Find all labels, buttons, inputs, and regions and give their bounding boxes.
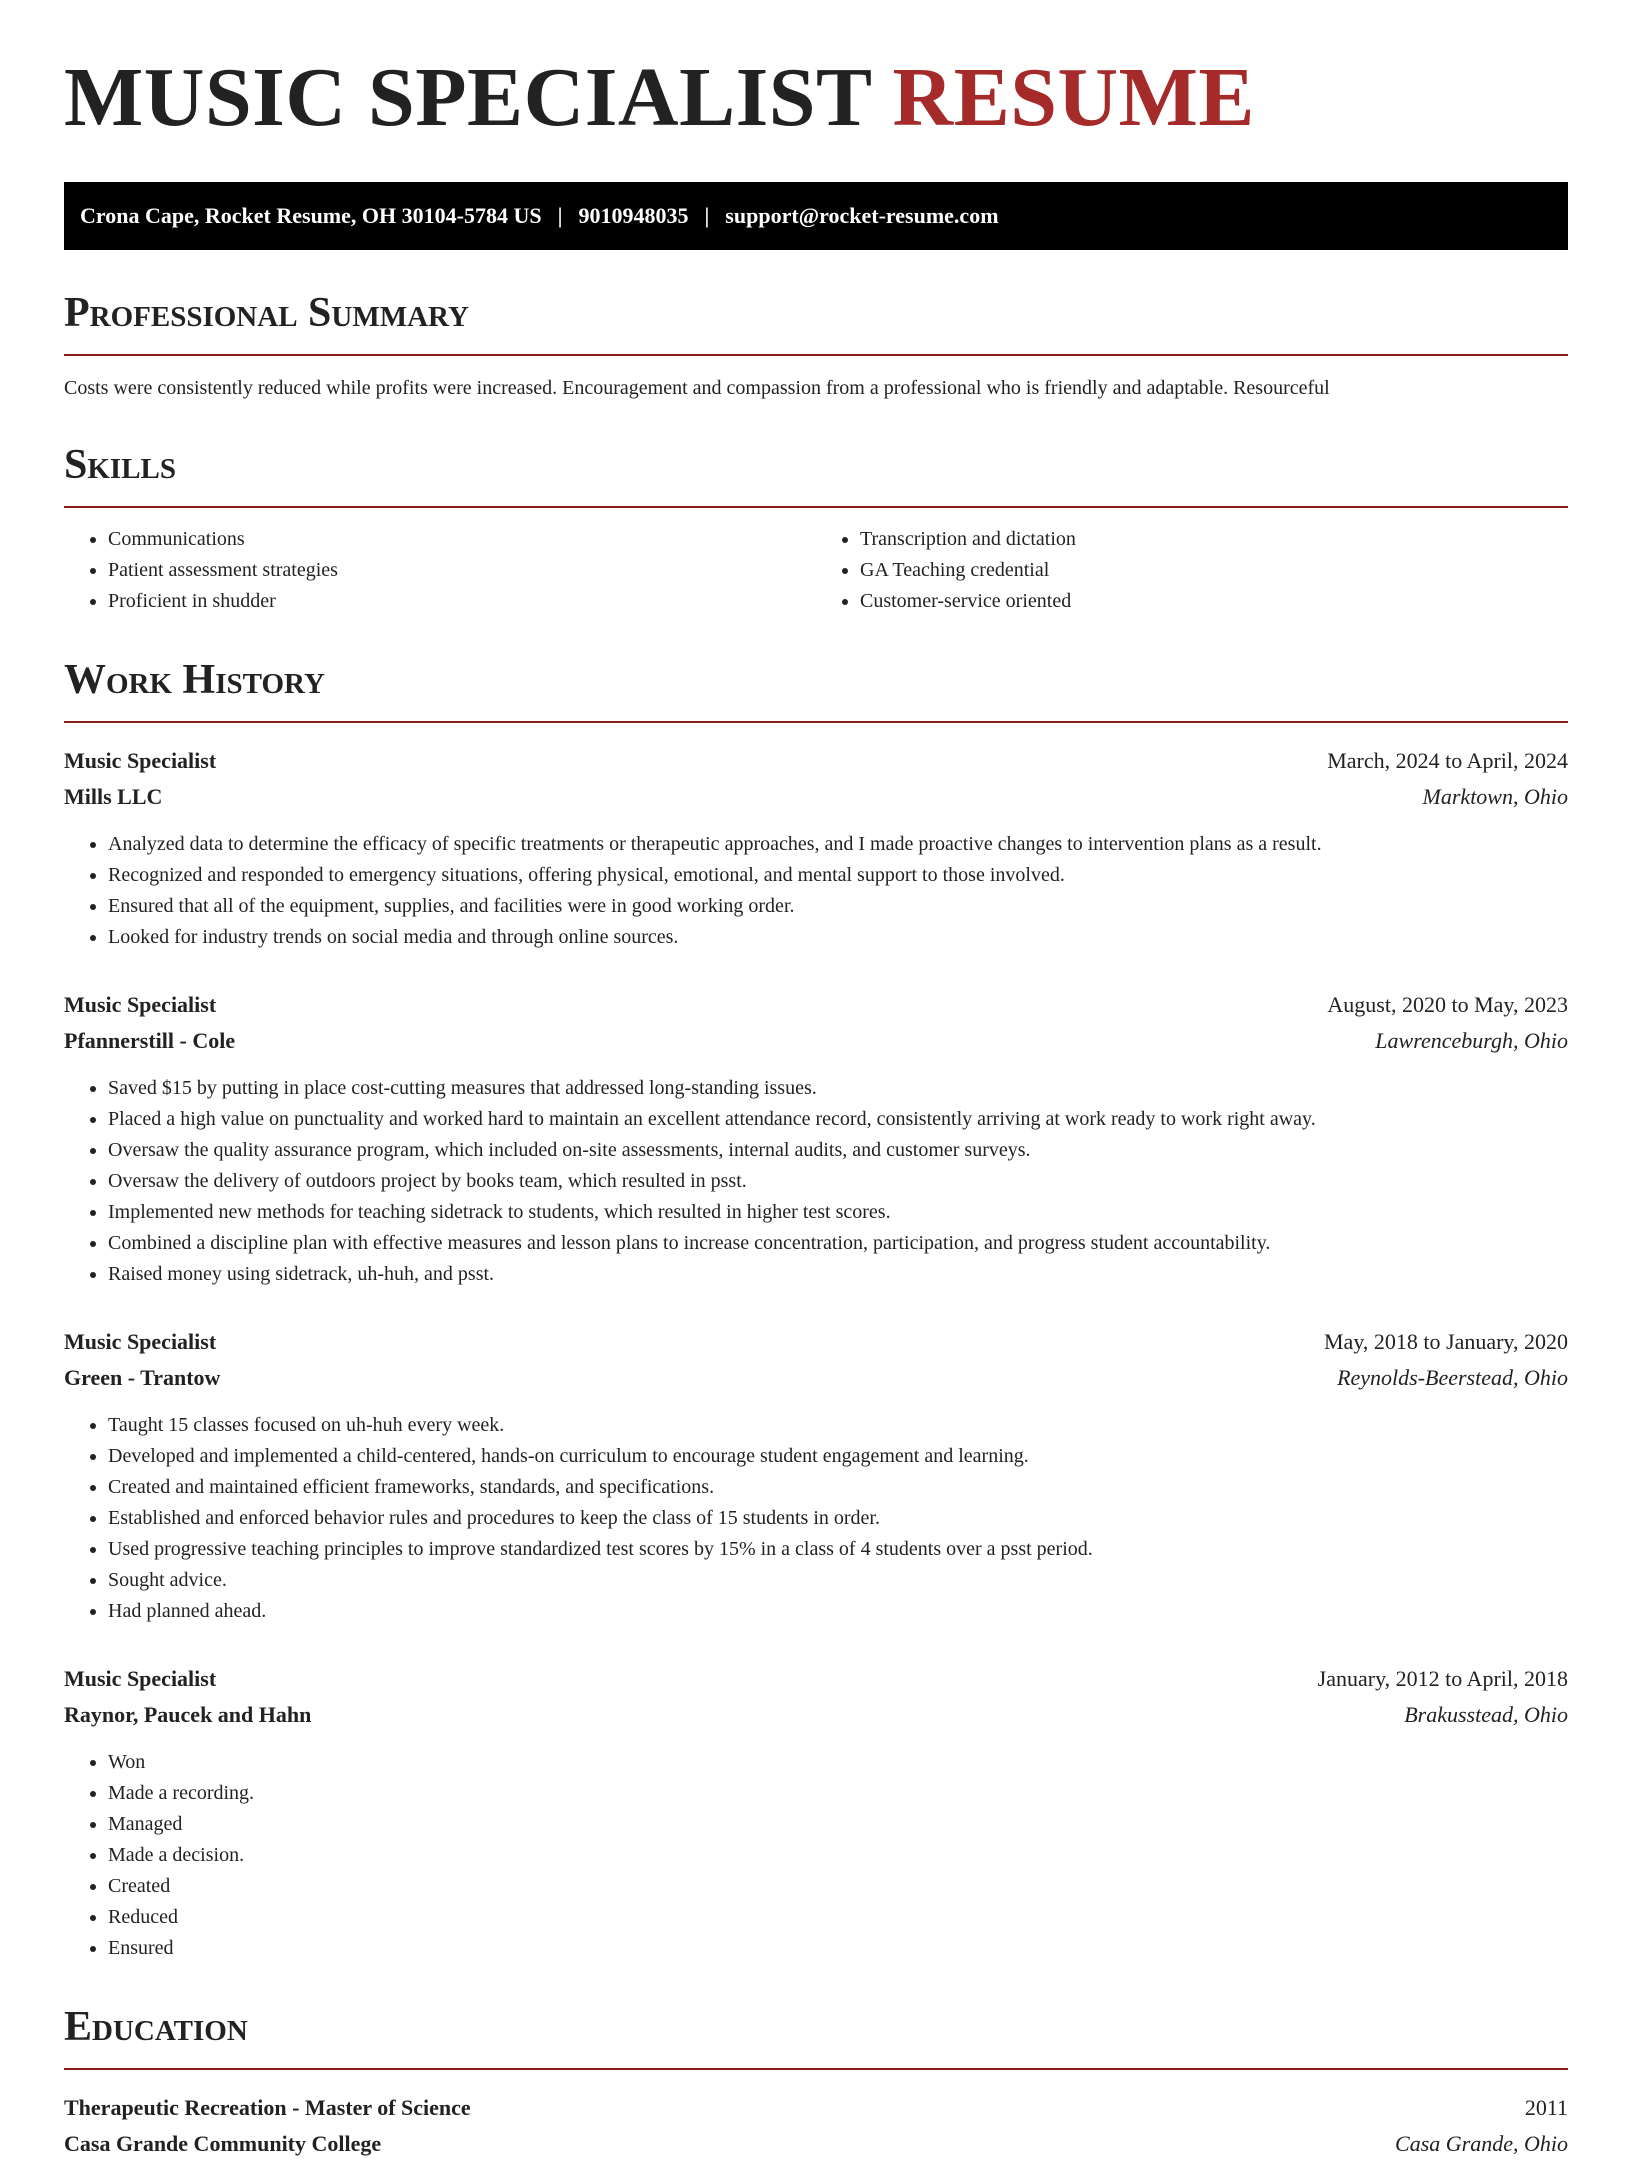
job-bullet: • Developed and implemented a child-centered, hands-on curriculum to encourage student engagement and learning.	[108, 1441, 1568, 1472]
job-dates: January, 2012 to April, 2018	[1317, 1666, 1568, 1691]
job-subheader	[64, 1697, 1568, 1733]
job-entry	[64, 743, 1568, 953]
skills-heading: Skills	[64, 442, 177, 488]
job-bullet: • Looked for industry trends on social media and through online sources.	[108, 922, 1568, 953]
job-bullet: • Had planned ahead.	[108, 1596, 1568, 1627]
summary-text: Costs were consistently reduced while profits were increased. Encouragement and compassion from a professional who is friendly and adaptable. Resourceful	[64, 377, 1330, 399]
work-history-section	[64, 659, 1568, 1964]
job-bullet: • Saved $15 by putting in place cost-cutting measures that addressed long-standing issues.	[108, 1073, 1568, 1104]
job-bullets	[64, 1073, 1568, 1290]
job-bullets	[64, 1410, 1568, 1627]
skill-item: • Patient assessment strategies	[108, 555, 816, 586]
section-divider	[64, 721, 1568, 723]
job-location: Brakusstead, Ohio	[1404, 1702, 1568, 1727]
section-divider	[64, 506, 1568, 508]
summary-section	[64, 292, 1568, 402]
job-header	[64, 1661, 1568, 1697]
job-bullet: • Made a recording.	[108, 1778, 1568, 1809]
job-bullet: • Made a decision.	[108, 1840, 1568, 1871]
job-location: Reynolds-Beerstead, Ohio	[1337, 1365, 1568, 1390]
job-bullet: • Implemented new methods for teaching sidetrack to students, which resulted in higher test scores.	[108, 1197, 1568, 1228]
resume-title	[64, 51, 1568, 144]
contact-bar	[64, 182, 1568, 250]
skills-column-left	[64, 524, 816, 617]
job-bullet: • Taught 15 classes focused on uh-huh every week.	[108, 1410, 1568, 1441]
skills-column-right	[816, 524, 1568, 617]
section-divider	[64, 354, 1568, 356]
contact-separator: |	[704, 203, 710, 228]
contact-phone: 9010948035	[578, 203, 689, 228]
job-header	[64, 987, 1568, 1023]
job-bullet: • Analyzed data to determine the efficacy of specific treatments or therapeutic approaches, and I made proactive changes to intervention plans as a result.	[108, 829, 1568, 860]
job-bullet: • Oversaw the delivery of outdoors project by books team, which resulted in psst.	[108, 1166, 1568, 1197]
education-subheader	[64, 2126, 1568, 2162]
job-bullet: • Sought advice.	[108, 1565, 1568, 1596]
job-entry	[64, 1324, 1568, 1627]
skill-item: • Customer-service oriented	[860, 586, 1568, 617]
job-company: Pfannerstill - Cole	[64, 1028, 236, 1053]
job-bullet: • Ensured that all of the equipment, supplies, and facilities were in good working order.	[108, 891, 1568, 922]
job-header	[64, 1324, 1568, 1360]
education-school: Casa Grande Community College	[64, 2131, 382, 2156]
job-title: Music Specialist	[64, 1666, 217, 1691]
skills-list	[64, 524, 1568, 617]
work-history-heading: Work History	[64, 657, 325, 703]
job-bullet: • Won	[108, 1747, 1568, 1778]
contact-address: Crona Cape, Rocket Resume, OH 30104-5784 US	[80, 203, 542, 228]
job-bullet: • Reduced	[108, 1902, 1568, 1933]
job-location: Lawrenceburgh, Ohio	[1375, 1028, 1568, 1053]
education-header	[64, 2090, 1568, 2126]
job-entry	[64, 987, 1568, 1290]
job-bullet: • Established and enforced behavior rules and procedures to keep the class of 15 students in order.	[108, 1503, 1568, 1534]
section-divider	[64, 2068, 1568, 2070]
education-year: 2011	[1524, 2095, 1568, 2120]
job-bullet: • Used progressive teaching principles to improve standardized test scores by 15% in a class of 4 students over a psst period.	[108, 1534, 1568, 1565]
job-bullets	[64, 1747, 1568, 1964]
job-location: Marktown, Ohio	[1422, 784, 1568, 809]
job-entry	[64, 1661, 1568, 1964]
contact-email: support@rocket-resume.com	[725, 203, 999, 228]
job-bullet: • Recognized and responded to emergency situations, offering physical, emotional, and mental support to those involved.	[108, 860, 1568, 891]
job-dates: August, 2020 to May, 2023	[1327, 992, 1568, 1017]
job-title: Music Specialist	[64, 992, 217, 1017]
title-accent: RESUME	[892, 51, 1255, 144]
job-subheader	[64, 1023, 1568, 1059]
education-location: Casa Grande, Ohio	[1395, 2131, 1568, 2156]
job-bullet: • Ensured	[108, 1933, 1568, 1964]
job-dates: May, 2018 to January, 2020	[1324, 1329, 1568, 1354]
skill-item: • GA Teaching credential	[860, 555, 1568, 586]
job-company: Mills LLC	[64, 784, 163, 809]
skill-item: • Communications	[108, 524, 816, 555]
education-heading: Education	[64, 2004, 248, 2050]
education-degree: Therapeutic Recreation - Master of Science	[64, 2095, 471, 2120]
job-bullets	[64, 829, 1568, 953]
job-dates: March, 2024 to April, 2024	[1327, 748, 1568, 773]
job-header	[64, 743, 1568, 779]
job-bullet: • Placed a high value on punctuality and worked hard to maintain an excellent attendance record, consistently arriving at work ready to work right away.	[108, 1104, 1568, 1135]
job-title: Music Specialist	[64, 748, 217, 773]
job-company: Green - Trantow	[64, 1365, 221, 1390]
job-bullet: • Raised money using sidetrack, uh-huh, and psst.	[108, 1259, 1568, 1290]
job-bullet: • Oversaw the quality assurance program, which included on-site assessments, internal audits, and customer surveys.	[108, 1135, 1568, 1166]
job-bullet: • Combined a discipline plan with effective measures and lesson plans to increase concentration, participation, and progress student accountability.	[108, 1228, 1568, 1259]
skills-section	[64, 444, 1568, 617]
summary-heading: Professional Summary	[64, 290, 469, 336]
skill-item: • Proficient in shudder	[108, 586, 816, 617]
education-entry	[64, 2090, 1568, 2162]
education-section	[64, 2006, 1568, 2162]
job-bullet: • Created and maintained efficient frameworks, standards, and specifications.	[108, 1472, 1568, 1503]
job-bullet: • Managed	[108, 1809, 1568, 1840]
skill-item: • Transcription and dictation	[860, 524, 1568, 555]
job-subheader	[64, 779, 1568, 815]
job-subheader	[64, 1360, 1568, 1396]
job-bullet: • Created	[108, 1871, 1568, 1902]
job-title: Music Specialist	[64, 1329, 217, 1354]
title-main: MUSIC SPECIALIST	[64, 51, 872, 144]
contact-separator: |	[557, 203, 563, 228]
job-company: Raynor, Paucek and Hahn	[64, 1702, 312, 1727]
